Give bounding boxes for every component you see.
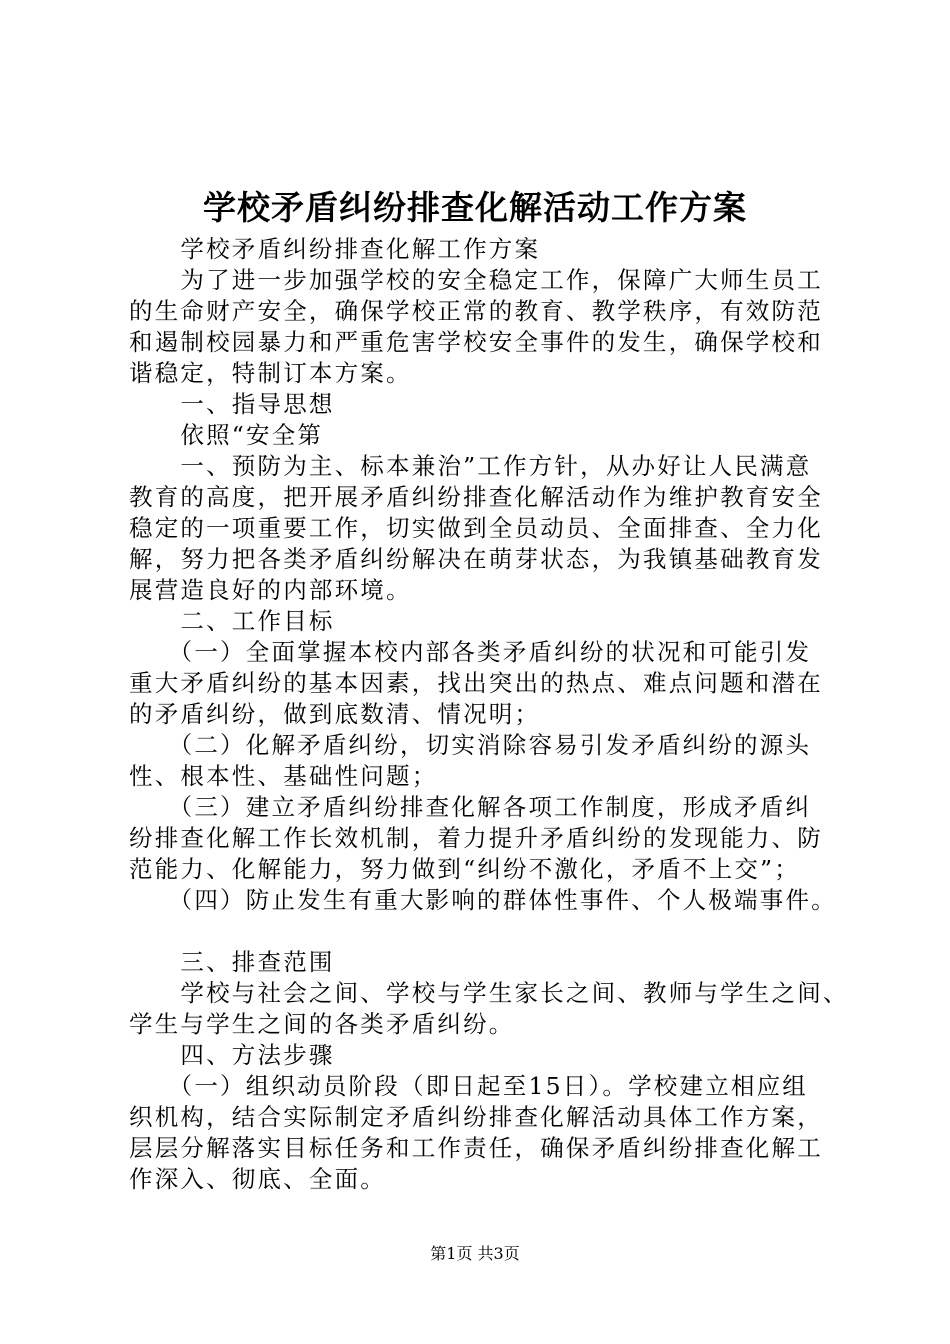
body-line: 学校矛盾纠纷排查化解工作方案 <box>129 235 541 263</box>
body-line: 一、预防为主、标本兼治”工作方针，从办好让人民满意 <box>129 452 812 480</box>
body-line: 解，努力把各类矛盾纠纷解决在萌芽状态，为我镇基础教育发 <box>129 545 823 573</box>
document-title: 学校矛盾纠纷排查化解活动工作方案 <box>203 188 747 227</box>
body-line: （二）化解矛盾纠纷，切实消除容易引发矛盾纠纷的源头 <box>129 731 812 759</box>
body-line: 性、根本性、基础性问题； <box>129 762 438 790</box>
section-heading: 四、方法步骤 <box>129 1041 335 1069</box>
body-line: 和遏制校园暴力和严重危害学校安全事件的发生，确保学校和 <box>129 328 823 356</box>
page-footer: 第1页 共3页 <box>430 1244 520 1263</box>
body-line: 层层分解落实目标任务和工作责任，确保矛盾纠纷排查化解工 <box>129 1134 823 1162</box>
body-line: （三）建立矛盾纠纷排查化解各项工作制度，形成矛盾纠 <box>129 793 812 821</box>
body-line: 稳定的一项重要工作，切实做到全员动员、全面排查、全力化 <box>129 514 823 542</box>
body-line: 展营造良好的内部环境。 <box>129 576 412 604</box>
body-line: 谐稳定，特制订本方案。 <box>129 359 412 387</box>
body-line: 重大矛盾纠纷的基本因素，找出突出的热点、难点问题和潜在 <box>129 669 823 697</box>
body-line: 依照“安全第 <box>129 421 324 449</box>
body-line: （一）组织动员阶段（即日起至15日）。学校建立相应组 <box>129 1072 809 1100</box>
body-line: 纷排查化解工作长效机制，着力提升矛盾纠纷的发现能力、防 <box>129 824 823 852</box>
body-line: 作深入、彻底、全面。 <box>129 1165 386 1193</box>
body-line: 的矛盾纠纷，做到底数清、情况明； <box>129 700 541 728</box>
document-body <box>129 234 849 1195</box>
body-line: 学生与学生之间的各类矛盾纠纷。 <box>129 1010 515 1038</box>
body-line: 学校与社会之间、学校与学生家长之间、教师与学生之间、 <box>129 979 849 1007</box>
section-heading: 三、排查范围 <box>129 948 335 976</box>
body-line: 范能力、化解能力，努力做到“纠纷不激化，矛盾不上交”； <box>129 855 800 883</box>
blank-line <box>129 916 841 947</box>
body-line: 教育的高度，把开展矛盾纠纷排查化解活动作为维护教育安全 <box>129 483 823 511</box>
section-heading: 一、指导思想 <box>129 390 335 418</box>
body-line: 的生命财产安全，确保学校正常的教育、教学秩序，有效防范 <box>129 297 823 325</box>
body-line: 为了进一步加强学校的安全稳定工作，保障广大师生员工 <box>129 266 823 294</box>
body-line: （四）防止发生有重大影响的群体性事件、个人极端事件。 <box>129 886 837 914</box>
body-line: （一）全面掌握本校内部各类矛盾纠纷的状况和可能引发 <box>129 638 812 666</box>
body-line: 织机构，结合实际制定矛盾纠纷排查化解活动具体工作方案， <box>129 1103 823 1131</box>
section-heading: 二、工作目标 <box>129 607 335 635</box>
